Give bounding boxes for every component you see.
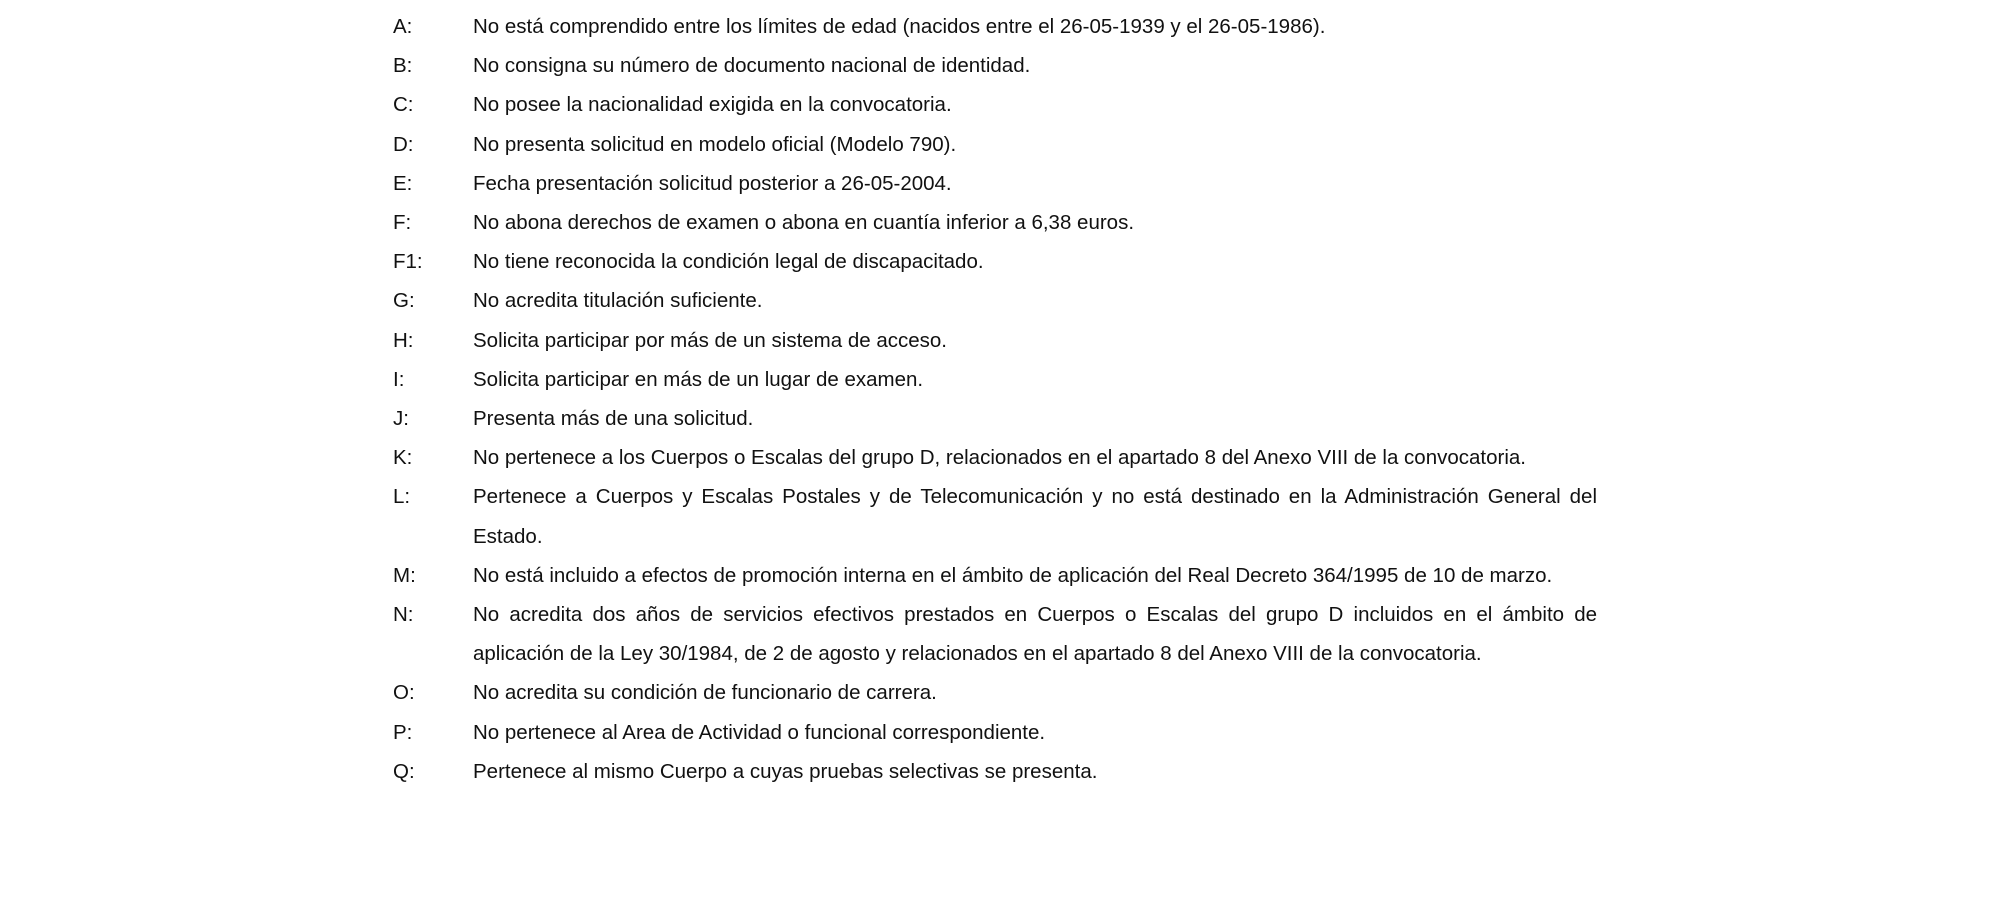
entry-code: J:	[393, 407, 409, 431]
list-item-f1	[393, 242, 1597, 281]
entry-code: B:	[393, 54, 413, 78]
list-item-n	[393, 595, 1597, 673]
list-item-k	[393, 438, 1597, 477]
entry-code: C:	[393, 93, 414, 117]
entry-code: O:	[393, 681, 415, 705]
entry-code: H:	[393, 328, 414, 352]
list-item-p	[393, 713, 1597, 752]
entry-code: E:	[393, 171, 413, 195]
list-item-e	[393, 164, 1597, 203]
entry-code: N:	[393, 603, 414, 627]
entry-code: A:	[393, 15, 413, 38]
entry-code: F:	[393, 211, 412, 235]
entry-code: I:	[393, 367, 405, 391]
entry-text: Pertenece a Cuerpos y Escalas Postales y de Telecomunicación y no está destinado en la Administración General del Estado.	[473, 485, 1597, 548]
entry-text: No posee la nacionalidad exigida en la convocatoria.	[473, 93, 952, 117]
list-item-l	[393, 477, 1597, 555]
list-item-m	[393, 556, 1597, 595]
entry-text: Presenta más de una solicitud.	[473, 407, 754, 431]
list-item-g	[393, 281, 1597, 320]
entry-text: No tiene reconocida la condición legal de discapacitado.	[473, 250, 984, 274]
list-item-q	[393, 752, 1597, 791]
entry-code: L:	[393, 485, 411, 509]
entry-code: M:	[393, 563, 416, 587]
entry-code: D:	[393, 132, 414, 156]
entry-text: No pertenece al Area de Actividad o funcional correspondiente.	[473, 720, 1046, 744]
list-item-i	[393, 360, 1597, 399]
entry-code: Q:	[393, 759, 415, 783]
list-item-f	[393, 203, 1597, 242]
entry-text: No acredita titulación suficiente.	[473, 289, 763, 313]
entry-text: No presenta solicitud en modelo oficial (Modelo 790).	[473, 132, 957, 156]
entry-text: No abona derechos de examen o abona en cuantía inferior a 6,38 euros.	[473, 211, 1135, 235]
entry-text: No está comprendido entre los límites de edad (nacidos entre el 26-05-1939 y el 26-05-1986).	[473, 15, 1326, 38]
entry-text: Solicita participar en más de un lugar de examen.	[473, 367, 924, 391]
entry-code: G:	[393, 289, 415, 313]
exclusion-causes-list	[393, 7, 1597, 791]
entry-text: No pertenece a los Cuerpos o Escalas del grupo D, relacionados en el apartado 8 del Anexo VIII de la convocatoria.	[473, 446, 1526, 470]
entry-text: Fecha presentación solicitud posterior a 26-05-2004.	[473, 171, 952, 195]
entry-text: Pertenece al mismo Cuerpo a cuyas pruebas selectivas se presenta.	[473, 759, 1098, 783]
list-item-h	[393, 321, 1597, 360]
entry-text: No está incluido a efectos de promoción interna en el ámbito de aplicación del Real Decreto 364/1995 de 10 de marzo.	[473, 563, 1553, 587]
entry-text: No acredita dos años de servicios efectivos prestados en Cuerpos o Escalas del grupo D incluidos en el ámbito de aplicación de la Ley 30/1984, de 2 de agosto y relacionados en el apartado 8 del Anexo VIII de la convocatoria.	[473, 603, 1597, 666]
entry-code: K:	[393, 446, 413, 470]
entry-code: F1:	[393, 250, 423, 274]
entry-text: No consigna su número de documento nacional de identidad.	[473, 54, 1031, 78]
list-item-j	[393, 399, 1597, 438]
list-item-b	[393, 46, 1597, 85]
entry-code: P:	[393, 720, 413, 744]
list-item-d	[393, 125, 1597, 164]
list-item-o	[393, 673, 1597, 712]
list-item-a	[393, 7, 1597, 46]
entry-text: Solicita participar por más de un sistema de acceso.	[473, 328, 948, 352]
entry-text: No acredita su condición de funcionario de carrera.	[473, 681, 937, 705]
list-item-c	[393, 85, 1597, 124]
